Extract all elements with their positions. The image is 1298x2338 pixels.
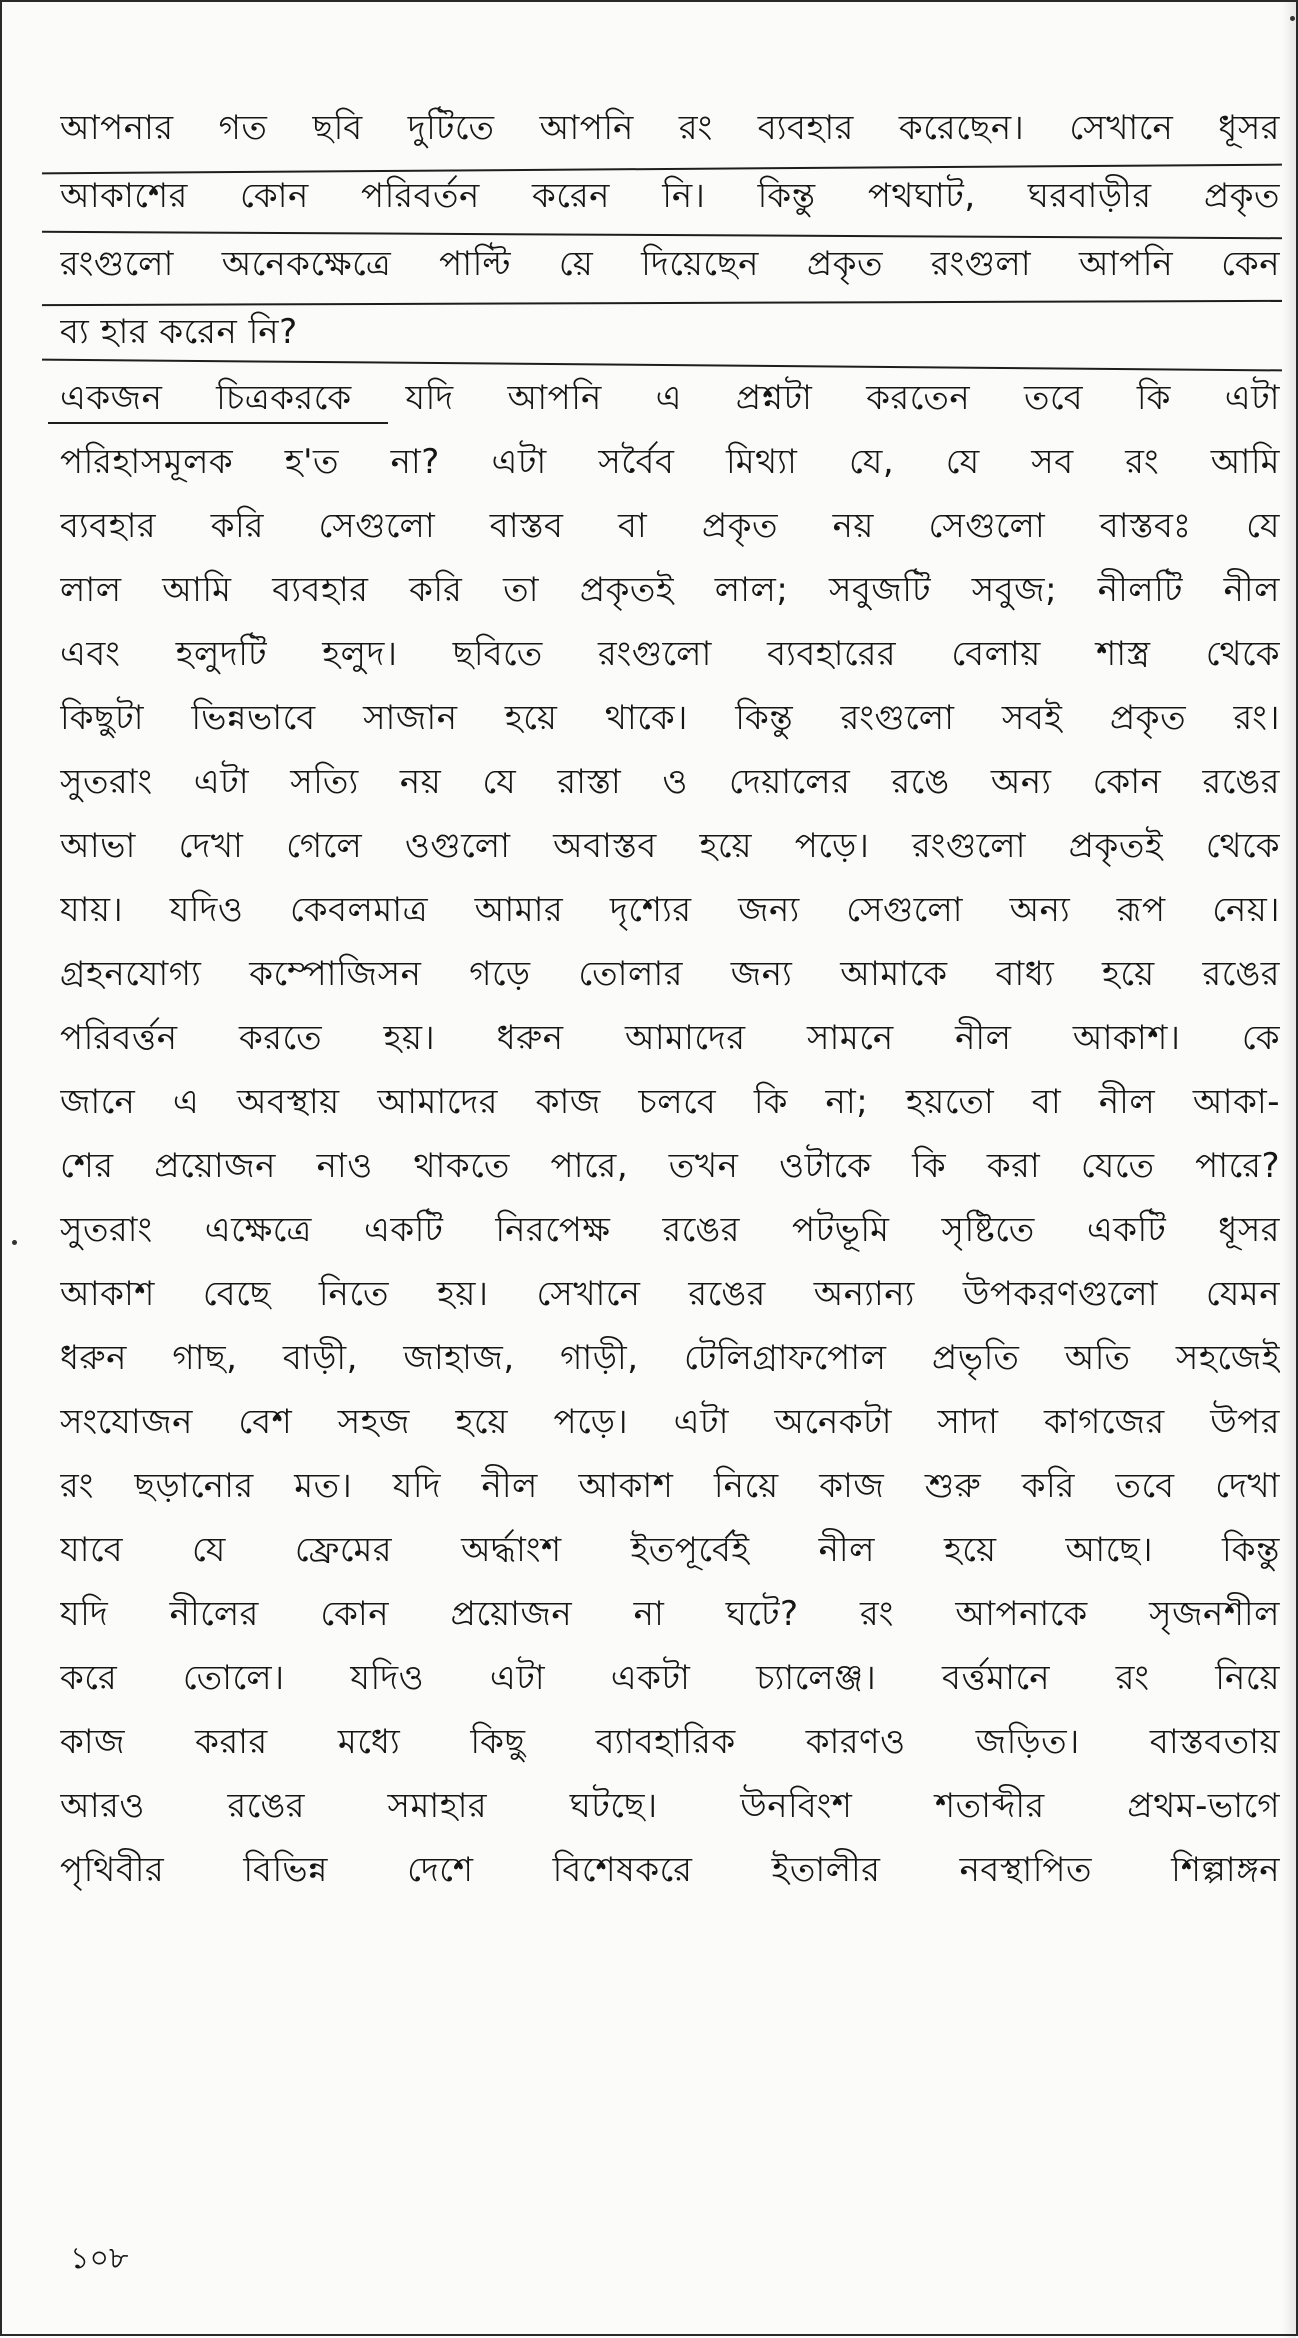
- page-number: ১০৮: [70, 2241, 129, 2276]
- question-line-2: আকাশের কোন পরিবর্তন করেন নি। কিন্তু পথঘাট, ঘরবাড়ীর প্রকৃত: [60, 176, 1280, 216]
- body-line-18: রং ছড়ানোর মত। যদি নীল আকাশ নিয়ে কাজ শুরু করি তবে দেখা: [60, 1466, 1280, 1506]
- body-line-16: ধরুন গাছ, বাড়ী, জাহাজ, গাড়ী, টেলিগ্রাফপোল প্রভৃতি অতি সহজেই: [60, 1338, 1280, 1378]
- body-line-13: শের প্রয়োজন নাও থাকতে পারে, তখন ওটাকে কি করা যেতে পারে?: [60, 1146, 1280, 1186]
- ink-speck: [12, 1240, 17, 1245]
- body-line-4: লাল আমি ব্যবহার করি তা প্রকৃতই লাল; সবুজটি সবুজ; নীলটি নীল: [60, 570, 1280, 610]
- body-line-11: পরিবর্ত্তন করতে হয়। ধরুন আমাদের সামনে নীল আকাশ। কে: [60, 1018, 1280, 1058]
- question-line-4: ব্য হার করেন নি?: [60, 312, 298, 352]
- body-line-8: আভা দেখা গেলে ওগুলো অবাস্তব হয়ে পড়ে। রংগুলো প্রকৃতই থেকে: [60, 826, 1280, 866]
- body-line-23: আরও রঙের সমাহার ঘটছে। উনবিংশ শতাব্দীর প্রথম-ভাগে: [60, 1786, 1280, 1826]
- body-line-6: কিছুটা ভিন্নভাবে সাজান হয়ে থাকে। কিন্তু রংগুলো সবই প্রকৃত রং।: [60, 698, 1280, 738]
- body-line-17: সংযোজন বেশ সহজ হয়ে পড়ে। এটা অনেকটা সাদা কাগজের উপর: [60, 1402, 1280, 1442]
- body-line-20: যদি নীলের কোন প্রয়োজন না ঘটে? রং আপনাকে সৃজনশীল: [60, 1594, 1280, 1634]
- body-line-14: সুতরাং এক্ষেত্রে একটি নিরপেক্ষ রঙের পটভূমি সৃষ্টিতে একটি ধূসর: [60, 1210, 1280, 1250]
- body-line-7: সুতরাং এটা সত্যি নয় যে রাস্তা ও দেয়ালের রঙে অন্য কোন রঙের: [60, 762, 1280, 802]
- body-line-24: পৃথিবীর বিভিন্ন দেশে বিশেষকরে ইতালীর নবস্থাপিত শিল্পাঙ্গন: [60, 1850, 1280, 1890]
- body-line-1: একজন চিত্রকরকে যদি আপনি এ প্রশ্নটা করতেন তবে কি এটা: [60, 378, 1280, 418]
- body-line-19: যাবে যে ফ্রেমের অর্দ্ধাংশ ইতপূর্বেই নীল হয়ে আছে। কিন্তু: [60, 1530, 1280, 1570]
- body-line-9: যায়। যদিও কেবলমাত্র আমার দৃশ্যের জন্য সেগুলো অন্য রূপ নেয়।: [60, 890, 1280, 930]
- body-line-15: আকাশ বেছে নিতে হয়। সেখানে রঙের অন্যান্য উপকরণগুলো যেমন: [60, 1274, 1280, 1314]
- body-line-21: করে তোলে। যদিও এটা একটা চ্যালেঞ্জ। বর্ত্তমানে রং নিয়ে: [60, 1658, 1280, 1698]
- body-line-12: জানে এ অবস্থায় আমাদের কাজ চলবে কি না; হয়তো বা নীল আকা-: [60, 1082, 1280, 1122]
- body-line-5: এবং হলুদটি হলুদ। ছবিতে রংগুলো ব্যবহারের বেলায় শাস্ত্র থেকে: [60, 634, 1280, 674]
- question-underline-5: [48, 422, 388, 424]
- body-line-2: পরিহাসমূলক হ'ত না? এটা সর্বৈব মিথ্যা যে, যে সব রং আমি: [60, 442, 1280, 482]
- body-line-10: গ্রহনযোগ্য কম্পোজিসন গড়ে তোলার জন্য আমাকে বাধ্য হয়ে রঙের: [60, 954, 1280, 994]
- ink-speck: [1290, 16, 1295, 21]
- page-edge-shadow: [1282, 2, 1296, 2338]
- body-line-3: ব্যবহার করি সেগুলো বাস্তব বা প্রকৃত নয় সেগুলো বাস্তবঃ যে: [60, 506, 1280, 546]
- question-line-1: আপনার গত ছবি দুটিতে আপনি রং ব্যবহার করেছেন। সেখানে ধূসর: [60, 108, 1280, 148]
- question-line-3: রংগুলো অনেকক্ষেত্রে পাল্টি য়ে দিয়েছেন প্রকৃত রংগুলা আপনি কেন: [60, 244, 1280, 284]
- body-line-22: কাজ করার মধ্যে কিছু ব্যাবহারিক কারণও জড়িত। বাস্তবতায়: [60, 1722, 1280, 1762]
